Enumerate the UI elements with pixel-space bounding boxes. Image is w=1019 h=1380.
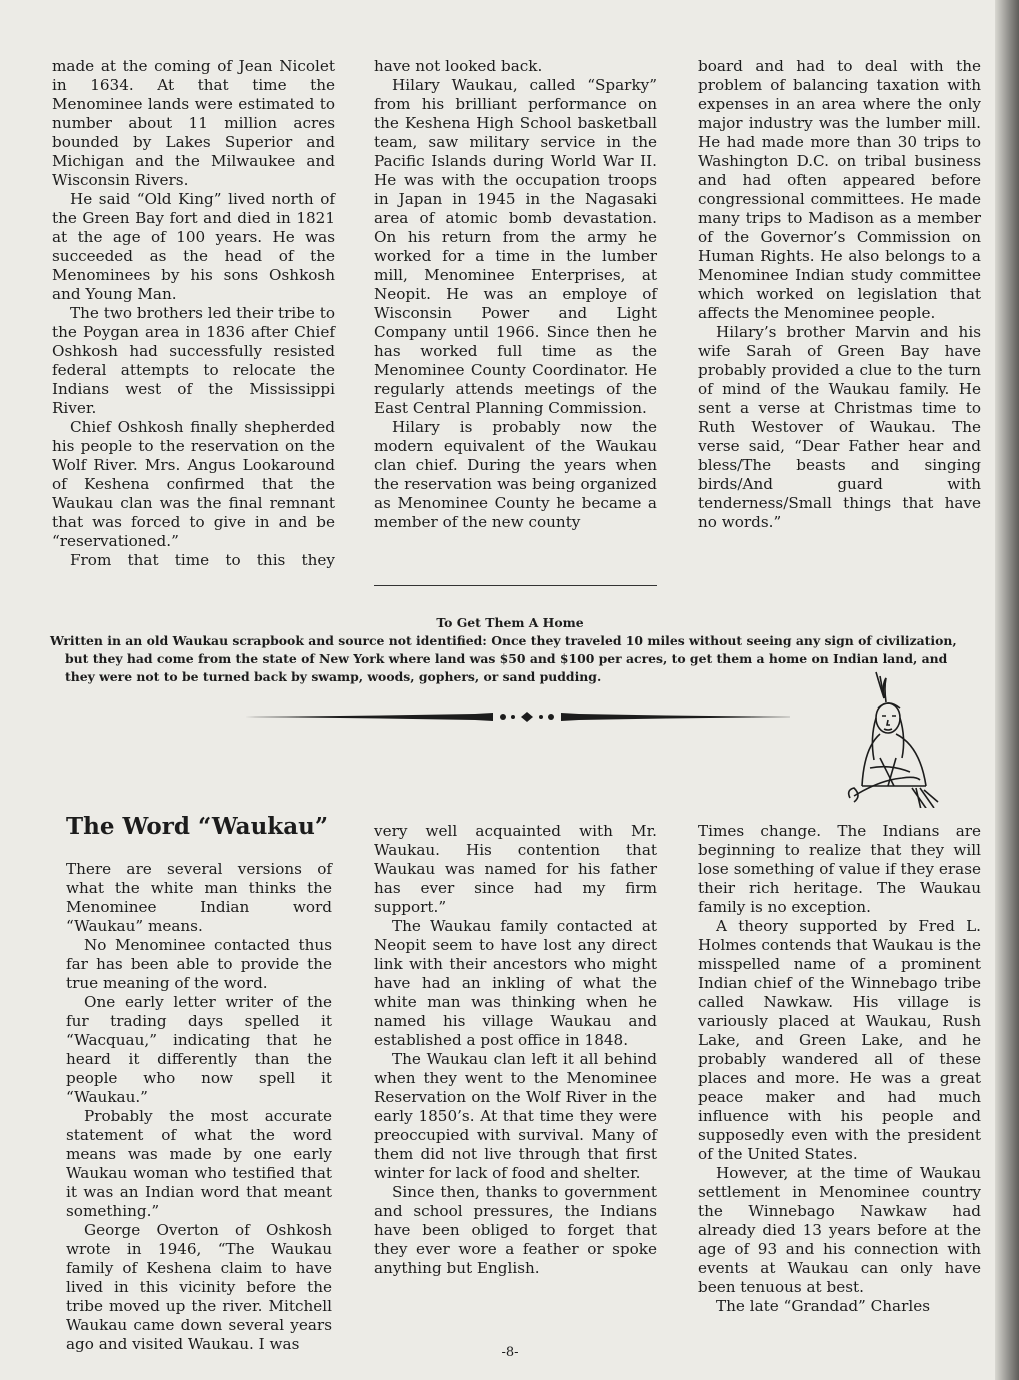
page-edge-shadow [995,0,1019,1380]
paragraph: One early letter writer of the fur trading days spelled it “Wacquau,” indicating that he heard it differently than the people who now spell it “Waukau.” [66,993,332,1106]
top-article-column-2 [374,57,657,532]
paragraph: Chief Oshkosh finally shepherded his people to the reservation on the Wolf River. Mrs. Angus Lookaround of Keshena confirmed that the Waukau clan was the final remnant that was forced to give in and be “reservationed.” [52,418,335,550]
paragraph: No Menominee contacted thus far has been able to provide the true meaning of the word. [66,936,332,992]
paragraph: The two brothers led their tribe to the Poygan area in 1836 after Chief Oshkosh had successfully resisted federal attempts to relocate the Indians west of the Mississippi River. [52,304,335,417]
sidebar-text: Written in an old Waukau scrapbook and source not identified: Once they traveled 10 miles without seeing any sign of civilization, but they had come from the state of New York where land was $50 and $100 per acres, to get them a home on Indian land, and they were not to be turned back by swamp, woods, gophers, or sand pudding. [50,633,957,684]
paragraph: The Waukau clan left it all behind when they went to the Menominee Reservation on the Wolf River in the early 1850’s. At that time they were preoccupied with survival. Many of them did not live through that first winter for lack of food and shelter. [374,1050,657,1182]
paragraph: George Overton of Oshkosh wrote in 1946, “The Waukau family of Keshena claim to have lived in this vicinity before the tribe moved up the river. Mitchell Waukau came down several years ago and visited Waukau. I was [66,1221,332,1353]
sidebar-title: To Get Them A Home [436,615,584,630]
paragraph: board and had to deal with the problem of balancing taxation with expenses in an area where the only major industry was the lumber mill. He had made more than 30 trips to Washington D.C. on tribal business and had often appeared before congressional committees. He made many trips to Madison as a member of the Governor’s Commission on Human Rights. He also belongs to a Menominee Indian study committee which worked on legislation that affects the Menominee people. [698,57,981,322]
divider-ornament [245,707,790,731]
paragraph: have not looked back. [374,57,543,75]
bottom-article-column-3 [698,822,981,1316]
top-article-column-1 [52,57,335,570]
paragraph: Times change. The Indians are beginning to realize that they will lose something of value if they erase their rich heritage. The Waukau family is no exception. [698,822,981,916]
paragraph: Since then, thanks to government and school pressures, the Indians have been obliged to forget that they ever wore a feather or spoke anything but English. [374,1183,657,1277]
paragraph: Hilary’s brother Marvin and his wife Sarah of Green Bay have probably provided a clue to the turn of mind of the Waukau family. He sent a verse at Christmas time to Ruth Westover of Waukau. The verse said, “Dear Father hear and bless/The beasts and singing birds/And guard with tenderness/Small things that have no words.” [698,323,981,531]
paragraph: The Waukau family contacted at Neopit seem to have lost any direct link with their ancestors who might have had an inkling of what the white man was thinking when he named his village Waukau and established a post office in 1848. [374,917,657,1049]
paragraph: The late “Grandad” Charles [716,1297,930,1315]
top-article-column-3 [698,57,981,532]
bottom-article-column-1 [66,860,332,1354]
paragraph: Hilary is probably now the modern equivalent of the Waukau clan chief. During the years when the reservation was being organized as Menominee County he became a member of the new county [374,418,657,531]
column-divider-rule [374,585,657,586]
paragraph: made at the coming of Jean Nicolet in 1634. At that time the Menominee lands were estimated to number about 11 million acres bounded by Lakes Superior and Michigan and the Milwaukee and Wisconsin Rivers. [52,57,335,189]
page-number: -8- [501,1345,519,1360]
paragraph: He said “Old King” lived north of the Green Bay fort and died in 1821 at the age of 100 years. He was succeeded as the head of the Menominees by his sons Oshkosh and Young Man. [52,190,335,303]
paragraph: There are several versions of what the white man thinks the Menominee Indian word “Waukau” means. [66,860,332,935]
paragraph: However, at the time of Waukau settlement in Menominee country the Winnebago Nawkaw had already died 13 years before at the age of 93 and his connection with events at Waukau can only have been tenuous at best. [698,1164,981,1296]
article-heading: The Word “Waukau” [66,813,329,840]
paragraph: Hilary Waukau, called “Sparky” from his brilliant performance on the Keshena High School basketball team, saw military service in the Pacific Islands during World War II. He was with the occupation troops in Japan in 1945 in the Nagasaki area of atomic bomb devastation. On his return from the army he worked for a time in the lumber mill, Menominee Enterprises, at Neopit. He was an employe of Wisconsin Power and Light Company until 1966. Since then he has worked full time as the Menominee County Coordinator. He regularly attends meetings of the East Central Planning Commission. [374,76,657,417]
paragraph: very well acquainted with Mr. Waukau. His contention that Waukau was named for his father has ever since had my firm support.” [374,822,657,916]
bottom-article-column-2 [374,822,657,1278]
sidebar-box [50,614,970,686]
indian-figure-illustration [840,668,940,812]
paragraph: Probably the most accurate statement of what the word means was made by one early Waukau woman who testified that it was an Indian word that meant something.” [66,1107,332,1220]
paragraph: A theory supported by Fred L. Holmes contends that Waukau is the misspelled name of a prominent Indian chief of the Winnebago tribe called Nawkaw. His village is variously placed at Waukau, Rush Lake, and Green Lake, and he probably wandered all of these places and more. He was a great peace maker and had much influence with his people and supposedly even with the president of the United States. [698,917,981,1163]
paragraph: From that time to this they [70,551,335,569]
